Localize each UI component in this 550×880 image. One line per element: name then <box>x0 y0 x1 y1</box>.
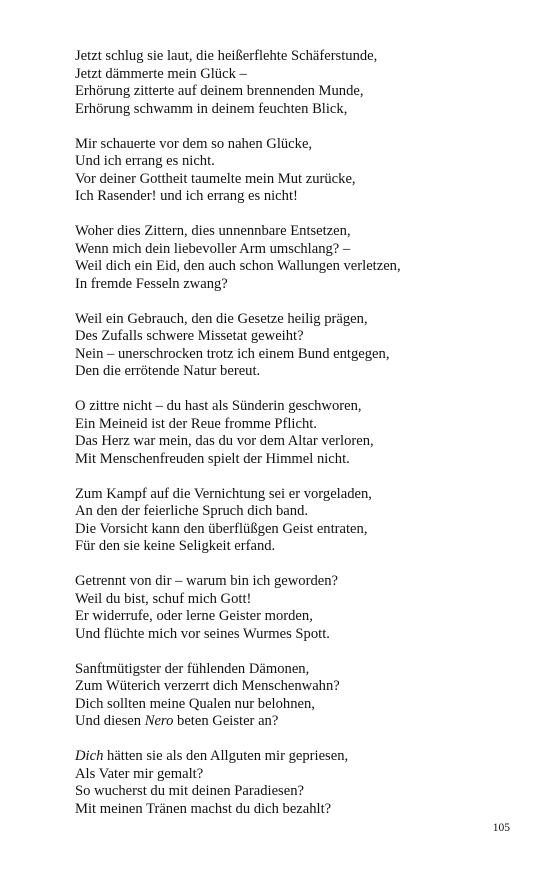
poem-line <box>75 486 515 504</box>
poem-stanza <box>75 486 515 556</box>
line-text: An den der feierliche Spruch dich band. <box>75 503 309 519</box>
line-text: Dich sollten meine Qualen nur belohnen, <box>75 695 315 712</box>
line-text: Die Vorsicht kann den überflüßgen Geist entraten, <box>75 520 368 537</box>
poem-line <box>75 83 515 101</box>
line-text: Sanftmütigster der fühlenden Dämonen, <box>75 660 310 677</box>
poem-line <box>75 783 515 801</box>
line-text: Mit meinen Tränen machst du dich bezahlt? <box>75 800 332 817</box>
line-text: Er widerrufe, oder lerne Geister morden, <box>75 608 313 624</box>
poem-line <box>75 48 515 66</box>
poem-line <box>75 258 515 276</box>
italic-text: Dich <box>75 748 104 764</box>
poem-line <box>75 416 515 434</box>
poem-line <box>75 503 515 521</box>
line-text: beten Geister an? <box>173 713 279 729</box>
line-text: Jetzt schlug sie laut, die heißerflehte Schäferstunde, <box>75 48 378 64</box>
poem-stanza <box>75 48 515 118</box>
poem-line <box>75 328 515 346</box>
line-text: Nein – unerschrocken trotz ich einem Bund entgegen, <box>75 345 390 362</box>
line-text: Das Herz war mein, das du vor dem Altar verloren, <box>75 433 374 449</box>
line-text: Ein Meineid ist der Reue fromme Pflicht. <box>75 415 317 432</box>
poem-line <box>75 241 515 259</box>
line-text: Jetzt dämmerte mein Glück – <box>75 65 247 82</box>
line-text: Des Zufalls schwere Missetat geweiht? <box>75 328 304 344</box>
poem-line <box>75 573 515 591</box>
line-text: Erhörung zitterte auf deinem brennenden Munde, <box>75 83 364 99</box>
poem-stanza <box>75 223 515 293</box>
italic-text: Nero <box>144 713 174 729</box>
line-text: Und diesen <box>75 713 145 729</box>
line-text: Wenn mich dein liebevoller Arm umschlang? – <box>75 240 351 257</box>
poem-line <box>75 311 515 329</box>
poem-line <box>75 66 515 84</box>
line-text: In fremde Fesseln zwang? <box>75 275 228 292</box>
poem-stanza <box>75 311 515 381</box>
poem-line <box>75 661 515 679</box>
line-text: Mit Menschenfreuden spielt der Himmel nicht. <box>75 450 350 467</box>
poem-line <box>75 171 515 189</box>
poem-line <box>75 696 515 714</box>
poem-line <box>75 608 515 626</box>
poem-line <box>75 713 515 731</box>
line-text: Ich Rasender! und ich errang es nicht! <box>75 188 298 204</box>
poem-line <box>75 398 515 416</box>
line-text: Zum Kampf auf die Vernichtung sei er vorgeladen, <box>75 485 372 502</box>
poem-line <box>75 363 515 381</box>
line-text: Woher dies Zittern, dies unnennbare Entsetzen, <box>75 223 351 239</box>
poem-line <box>75 591 515 609</box>
line-text: Zum Wüterich verzerrt dich Menschenwahn? <box>75 678 340 694</box>
poem-stanza <box>75 398 515 468</box>
poem-line <box>75 538 515 556</box>
poem-line <box>75 153 515 171</box>
poem-stanza <box>75 573 515 643</box>
poem-line <box>75 748 515 766</box>
poem-line <box>75 188 515 206</box>
line-text: Und flüchte mich vor seines Wurmes Spott. <box>75 625 330 642</box>
line-text: Weil dich ein Eid, den auch schon Wallungen verletzen, <box>75 258 401 274</box>
line-text: So wucherst du mit deinen Paradiesen? <box>75 783 304 799</box>
poem-line <box>75 276 515 294</box>
poem-line <box>75 678 515 696</box>
poem-line <box>75 451 515 469</box>
poem-line <box>75 433 515 451</box>
line-text: Erhörung schwamm in deinem feuchten Blick, <box>75 100 348 117</box>
poem-line <box>75 626 515 644</box>
poem-line <box>75 101 515 119</box>
poem-stanza <box>75 661 515 731</box>
line-text: Mir schauerte vor dem so nahen Glücke, <box>75 135 313 152</box>
line-text: Und ich errang es nicht. <box>75 153 215 169</box>
line-text: Weil ein Gebrauch, den die Gesetze heilig prägen, <box>75 310 368 327</box>
line-text: Den die errötende Natur bereut. <box>75 363 261 379</box>
poem-stanza <box>75 748 515 818</box>
poem-line <box>75 766 515 784</box>
poem-line <box>75 346 515 364</box>
line-text: O zittre nicht – du hast als Sünderin geschworen, <box>75 398 362 414</box>
poem-stanza <box>75 136 515 206</box>
line-text: Weil du bist, schuf mich Gott! <box>75 590 252 607</box>
line-text: Vor deiner Gottheit taumelte mein Mut zurücke, <box>75 170 356 187</box>
line-text: Für den sie keine Seligkeit erfand. <box>75 538 276 554</box>
page-number: 105 <box>492 822 510 834</box>
poem-line <box>75 801 515 819</box>
line-text: hätten sie als den Allguten mir gepriesen, <box>103 748 349 764</box>
poem-text <box>75 48 515 836</box>
line-text: Getrennt von dir – warum bin ich geworden? <box>75 573 339 589</box>
poem-line <box>75 521 515 539</box>
poem-line <box>75 136 515 154</box>
line-text: Als Vater mir gemalt? <box>75 765 204 782</box>
poem-line <box>75 223 515 241</box>
